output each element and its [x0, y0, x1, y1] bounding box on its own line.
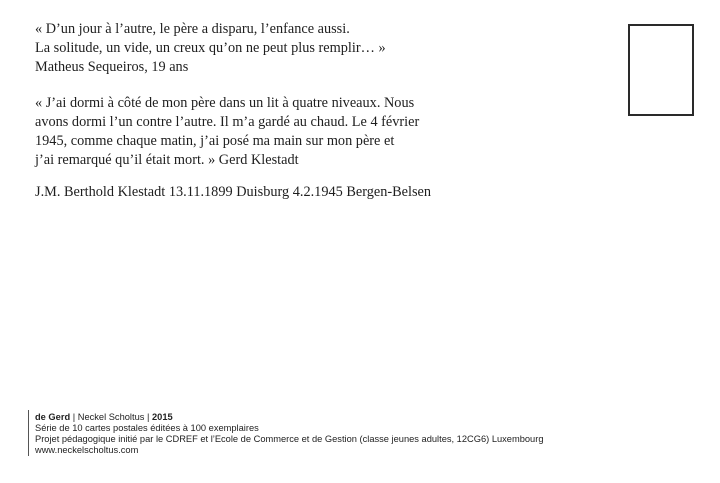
- footer-year: 2015: [152, 412, 173, 422]
- footer-project: Projet pédagogique initié par le CDREF et l’Ecole de Commerce et de Gestion (classe jeunes adultes, 12CG6) Luxembourg: [35, 434, 544, 444]
- quote-line: j’ai remarqué qu’il était mort. » Gerd Klestadt: [35, 152, 299, 168]
- memorial-dates: J.M. Berthold Klestadt 13.11.1899 Duisburg 4.2.1945 Bergen-Belsen: [35, 184, 432, 200]
- quote-line: « D’un jour à l’autre, le père a disparu, l’enfance aussi.: [35, 21, 350, 37]
- footer-website-link[interactable]: www.neckelscholtus.com: [35, 445, 139, 455]
- quote-line: « J’ai dormi à côté de mon père dans un lit à quatre niveaux. Nous: [35, 95, 415, 111]
- quote-line: La solitude, un vide, un creux qu’on ne peut plus remplir… »: [35, 40, 386, 56]
- stamp-box: [628, 24, 694, 116]
- footer-credits: [35, 412, 544, 456]
- footer-separator: |: [144, 412, 152, 422]
- quote-gerd: [35, 94, 419, 170]
- quote-matheus: [35, 20, 386, 77]
- footer-divider: [28, 410, 29, 456]
- quote-line: 1945, comme chaque matin, j’ai posé ma main sur mon père et: [35, 133, 395, 149]
- footer-title: de Gerd: [35, 412, 71, 422]
- footer-line-title: [35, 412, 544, 423]
- footer-series: Série de 10 cartes postales éditées à 100 exemplaires: [35, 423, 259, 433]
- footer-author: Neckel Scholtus: [77, 412, 145, 422]
- quote-line: avons dormi l’un contre l’autre. Il m’a gardé au chaud. Le 4 février: [35, 114, 420, 130]
- quote-attribution: Matheus Sequeiros, 19 ans: [35, 59, 189, 75]
- footer-separator: |: [70, 412, 78, 422]
